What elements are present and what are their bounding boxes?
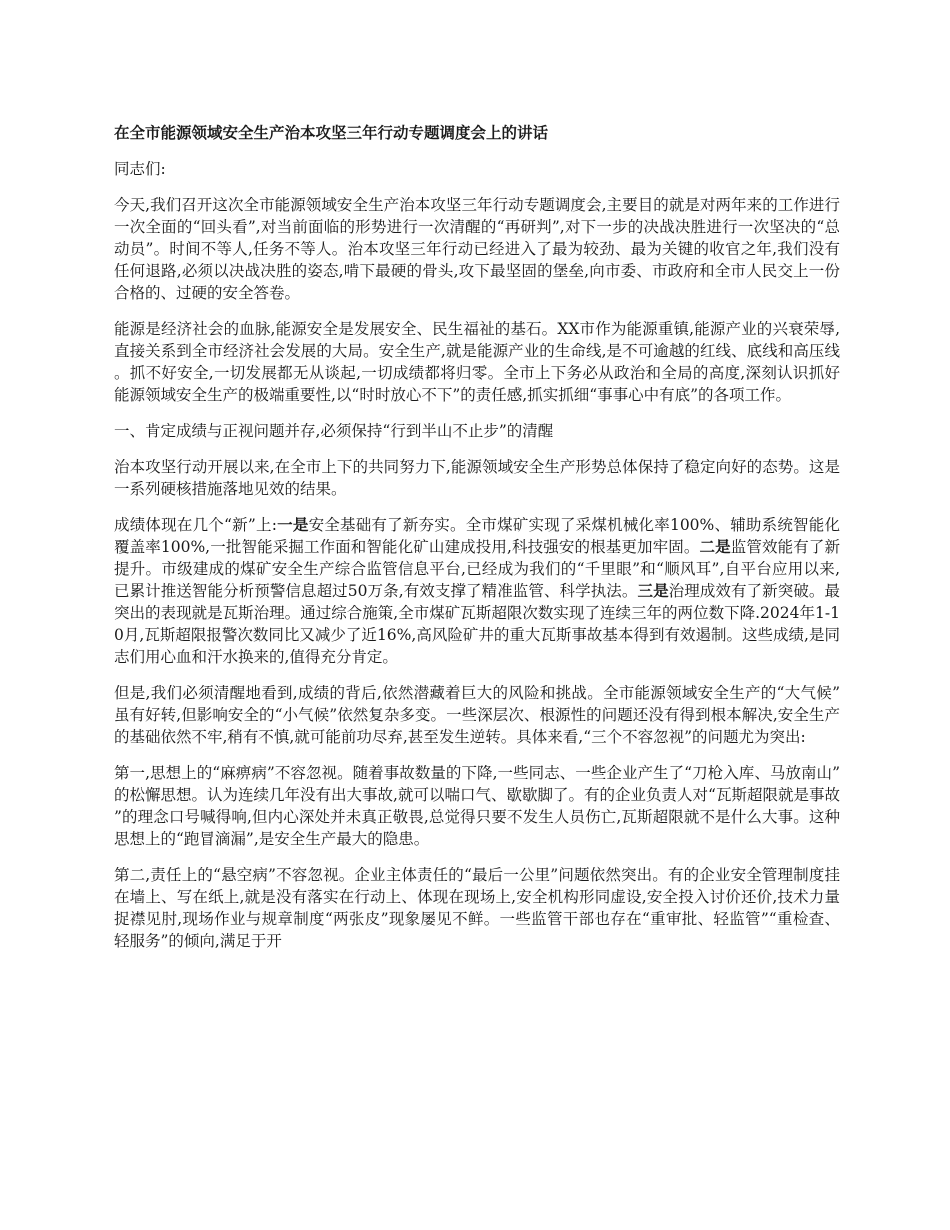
point-three-label: 三是 bbox=[637, 582, 669, 600]
point-one-text: 安全基础有了新夯实。全市煤矿实现了采煤机械化率100%、辅助系统智能化覆盖率100%,一批智能采掘工作面和智能化矿山建成投用,科技强安的根基更加牢固。 bbox=[114, 516, 840, 556]
document-page bbox=[114, 122, 840, 966]
paragraph-issue-two: 第二,责任上的“悬空病”不容忽视。企业主体责任的“最后一公里”问题依然突出。有的企业安全管理制度挂在墙上、写在纸上,就是没有落实在行动上、体现在现场上,安全机构形同虚设,安全投入讨价还价,技术力量捉襟见肘,现场作业与规章制度“两张皮”现象屡见不鲜。一些监管干部也存在“重审批、轻监管”“重检查、轻服务”的倾向,满足于开 bbox=[114, 866, 840, 950]
point-one-label: 一是 bbox=[276, 516, 309, 534]
point-three-text: 治理成效有了新突破。最突出的表现就是瓦斯治理。通过综合施策,全市煤矿瓦斯超限次数实现了连续三年的两位数下降.2024年1-10月,瓦斯超限报警次数同比又减少了近16%,高风险矿井的重大瓦斯事故基本得到有效遏制。这些成绩,是同志们用心血和汗水换来的,值得充分肯定。 bbox=[114, 582, 840, 666]
paragraph-issue-one: 第一,思想上的“麻痹病”不容忽视。随着事故数量的下降,一些同志、一些企业产生了“刀枪入库、马放南山”的松懈思想。认为连续几年没有出大事故,就可以喘口气、歇歇脚了。有的企业负责人对“瓦斯超限就是事故”的理念口号喊得响,但内心深处并未真正敬畏,总觉得只要不发生人员伤亡,瓦斯超限就不是什么大事。这种思想上的“跑冒滴漏”,是安全生产最大的隐患。 bbox=[114, 764, 840, 848]
paragraph-achievements-intro: 治本攻坚行动开展以来,在全市上下的共同努力下,能源领域安全生产形势总体保持了稳定向好的态势。这是一系列硬核措施落地见效的结果。 bbox=[114, 458, 840, 498]
paragraph-achievements bbox=[114, 514, 840, 668]
paragraph-intro: 今天,我们召开这次全市能源领域安全生产治本攻坚三年行动专题调度会,主要目的就是对两年来的工作进行一次全面的“回头看”,对当前面临的形势进行一次清醒的“再研判”,对下一步的决战决胜进行一次坚决的“总动员”。时间不等人,任务不等人。治本攻坚三年行动已经进入了最为较劲、最为关键的收官之年,我们没有任何退路,必须以决战决胜的姿态,啃下最硬的骨头,攻下最坚固的堡垒,向市委、市政府和全市人民交上一份合格的、过硬的安全答卷。 bbox=[114, 196, 840, 302]
document-title: 在全市能源领域安全生产治本攻坚三年行动专题调度会上的讲话 bbox=[114, 124, 549, 142]
paragraph-energy-importance: 能源是经济社会的血脉,能源安全是发展安全、民生福祉的基石。XX市作为能源重镇,能源产业的兴衰荣辱,直接关系到全市经济社会发展的大局。安全生产,就是能源产业的生命线,是不可逾越的红线、底线和高压线。抓不好安全,一切发展都无从谈起,一切成绩都将归零。全市上下务必从政治和全局的高度,深刻认识抓好能源领域安全生产的极端重要性,以“时时放心不下”的责任感,抓实抓细“事事心中有底”的各项工作。 bbox=[114, 320, 840, 404]
paragraph-risks: 但是,我们必须清醒地看到,成绩的背后,依然潜藏着巨大的风险和挑战。全市能源领域安全生产的“大气候”虽有好转,但影响安全的“小气候”依然复杂多变。一些深层次、根源性的问题还没有得到根本解决,安全生产的基础依然不牢,稍有不慎,就可能前功尽弃,甚至发生逆转。具体来看,“三个不容忽视”的问题尤为突出: bbox=[114, 684, 840, 746]
section-heading-1: 一、肯定成绩与正视问题并存,必须保持“行到半山不止步”的清醒 bbox=[114, 422, 554, 440]
achievements-lead: 成绩体现在几个“新”上: bbox=[114, 516, 277, 534]
salutation: 同志们: bbox=[114, 160, 166, 178]
point-two-label: 二是 bbox=[699, 538, 731, 556]
point-two-text: 监管效能有了新提升。市级建成的煤矿安全生产综合监管信息平台,已经成为我们的“千里眼”和“顺风耳”,自平台应用以来,已累计推送智能分析预警信息超过50万条,有效支撑了精准监管、科学执法。 bbox=[114, 538, 840, 600]
